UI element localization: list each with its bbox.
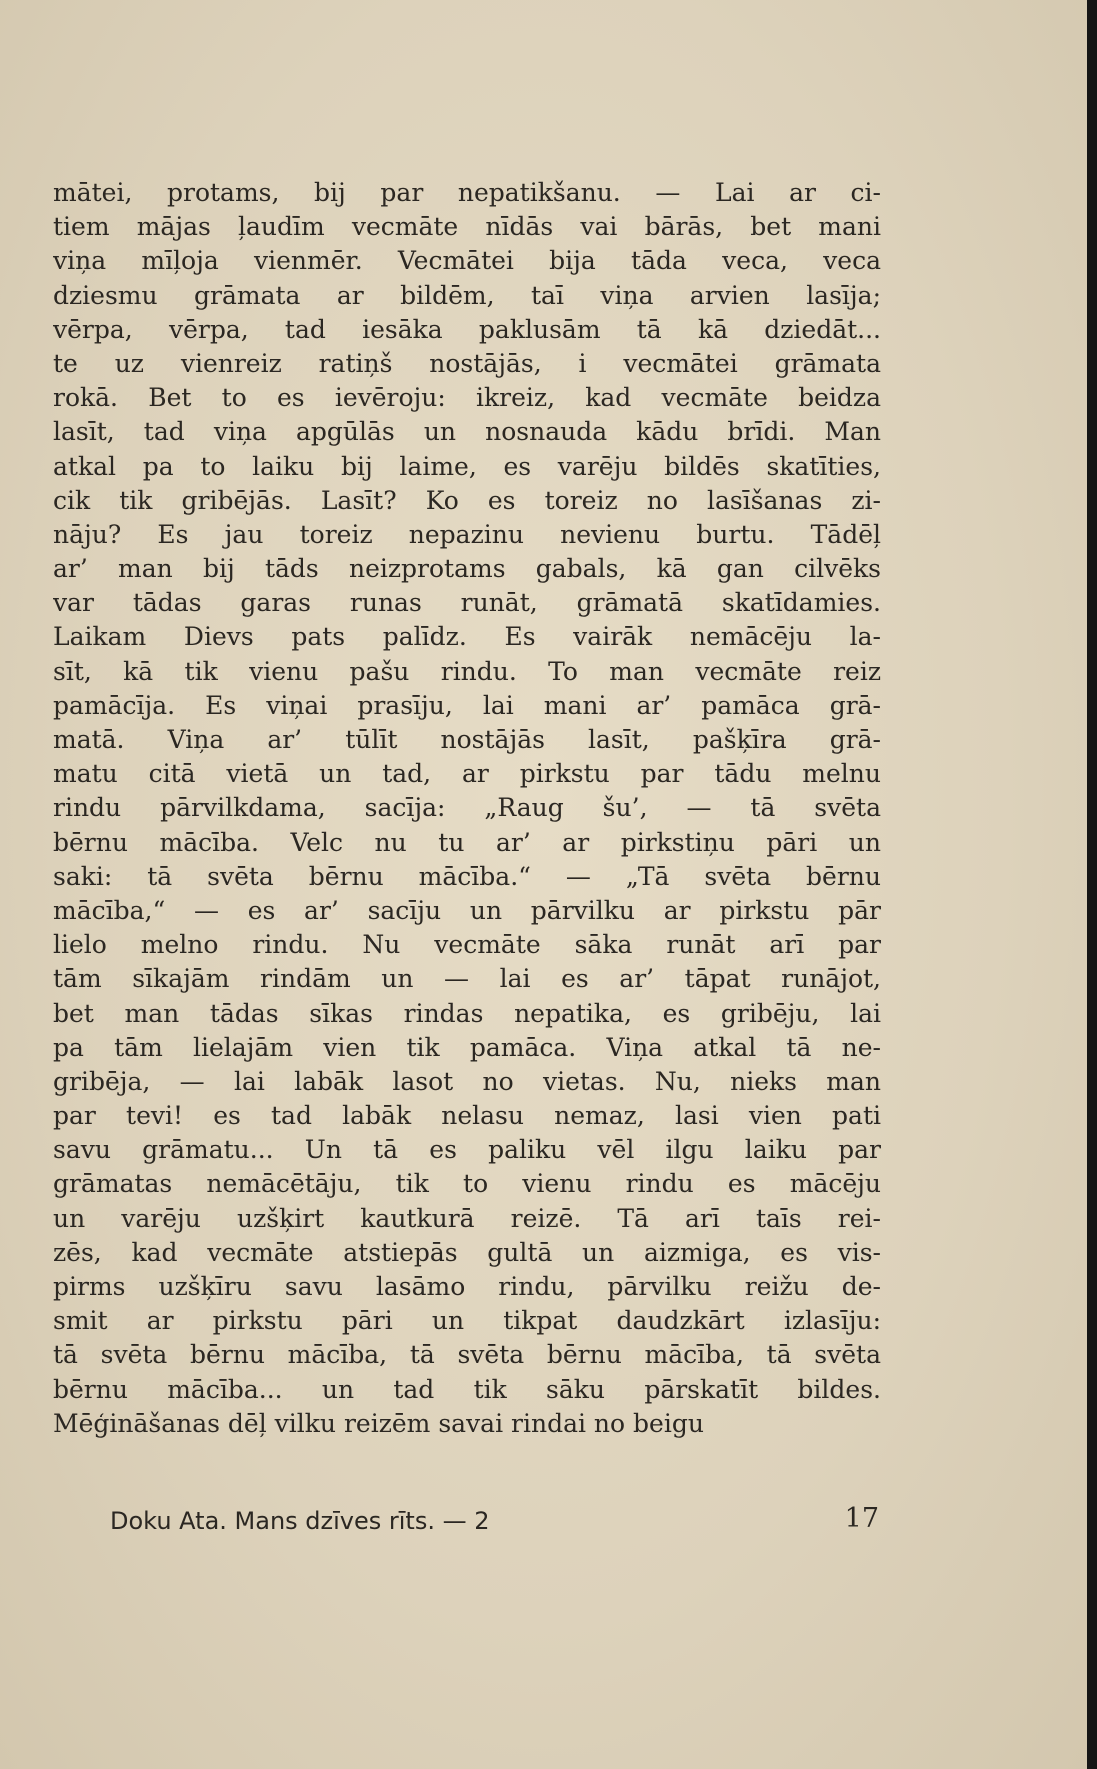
page-footer [110, 1503, 879, 1543]
text-line: nāju? Es jau toreiz nepazinu nevienu burtu. Tādēļ [53, 519, 881, 549]
text-line: rokā. Bet to es ievēroju: ikreiz, kad vecmāte beidza [53, 383, 881, 413]
text-line: pirms uzšķīru savu lasāmo rindu, pārvilku reižu de- [53, 1272, 881, 1301]
body-text [53, 176, 881, 1441]
text-line: var tādas garas runas runāt, grāmatā skatīdamies. [53, 588, 881, 618]
text-line: cik tik gribējās. Lasīt? Ko es toreiz no lasīšanas zi- [53, 485, 881, 515]
text-line: viņa mīļoja vienmēr. Vecmātei bija tāda veca, veca [53, 246, 881, 276]
text-line: Laikam Dievs pats palīdz. Es vairāk nemācēju la- [53, 622, 881, 652]
text-line: rindu pārvilkdama, sacīja: „Raug šu’, — tā svēta [53, 793, 881, 823]
text-line: dziesmu grāmata ar bildēm, taī viņa arvien lasīja; [53, 280, 881, 310]
text-line: matā. Viņa ar’ tūlīt nostājās lasīt, pašķīra grā- [53, 725, 881, 754]
text-line: gribēja, — lai labāk lasot no vietas. Nu, nieks man [53, 1066, 881, 1096]
text-line: grāmatas nemācētāju, tik to vienu rindu es mācēju [53, 1169, 881, 1199]
text-line: tām sīkajām rindām un — lai es ar’ tāpat runājot, [53, 964, 881, 994]
text-line: smit ar pirkstu pāri un tikpat daudzkārt izlasīju: [53, 1306, 881, 1336]
text-line: lasīt, tad viņa apgūlās un nosnauda kādu brīdi. Man [53, 417, 881, 447]
text-line: lielo melno rindu. Nu vecmāte sāka runāt arī par [53, 930, 881, 960]
text-line: par tevi! es tad labāk nelasu nemaz, lasi vien pati [53, 1101, 881, 1131]
text-line: savu grāmatu... Un tā es paliku vēl ilgu laiku par [53, 1135, 881, 1165]
text-line: sīt, kā tik vienu pašu rindu. To man vecmāte reiz [53, 656, 881, 686]
text-line: ar’ man bij tāds neizprotams gabals, kā gan cilvēks [53, 554, 881, 584]
text-line: un varēju uzšķirt kautkurā reizē. Tā arī taīs rei- [53, 1203, 881, 1233]
text-line: bet man tādas sīkas rindas nepatika, es gribēju, lai [53, 998, 881, 1028]
text-line: atkal pa to laiku bij laime, es varēju bildēs skatīties, [53, 451, 881, 481]
text-line: zēs, kad vecmāte atstiepās gultā un aizmiga, es vis- [53, 1237, 881, 1267]
text-line: tiem mājas ļaudīm vecmāte nīdās vai bārās, bet mani [53, 212, 881, 242]
text-line: mācība,“ — es ar’ sacīju un pārvilku ar pirkstu pār [53, 895, 881, 925]
text-line: tā svēta bērnu mācība, tā svēta bērnu mācība, tā svēta [53, 1340, 881, 1370]
text-line: pa tām lielajām vien tik pamāca. Viņa atkal tā ne- [53, 1032, 881, 1062]
running-footer-title: Doku Ata. Mans dzīves rīts. — 2 [110, 1507, 490, 1535]
text-line: matu citā vietā un tad, ar pirkstu par tādu melnu [53, 759, 881, 789]
text-line: mātei, protams, bij par nepatikšanu. — Lai ar ci- [53, 178, 881, 207]
text-line: bērnu mācība... un tad tik sāku pārskatīt bildes. [53, 1374, 881, 1404]
page-number: 17 [844, 1503, 879, 1534]
text-line: te uz vienreiz ratiņš nostājās, i vecmātei grāmata [53, 348, 881, 378]
text-line: bērnu mācība. Velc nu tu ar’ ar pirkstiņu pāri un [53, 827, 881, 857]
text-line: pamācīja. Es viņai prasīju, lai mani ar’ pamāca grā- [53, 690, 881, 720]
text-line: vērpa, vērpa, tad iesāka paklusām tā kā dziedāt... [53, 314, 881, 344]
text-line: saki: tā svēta bērnu mācība.“ — „Tā svēta bērnu [53, 861, 881, 891]
book-spine-edge [1087, 0, 1097, 1769]
text-line: Mēģināšanas dēļ vilku reizēm savai rindai no beigu [53, 1408, 704, 1438]
